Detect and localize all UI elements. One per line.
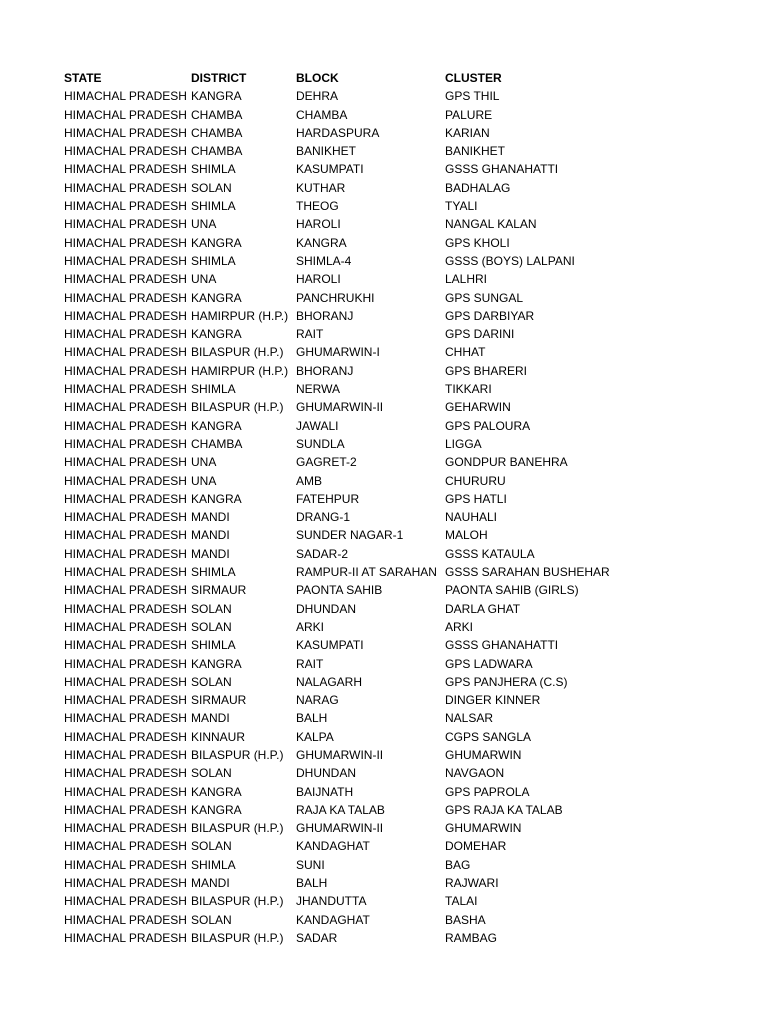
district-cell: SHIMLA [191, 199, 236, 214]
state-cell: HIMACHAL PRADESH [64, 784, 187, 799]
state-cell: HIMACHAL PRADESH [64, 455, 187, 470]
district-cell: SHIMLA [191, 382, 236, 397]
cluster-cell: LALHRI [445, 272, 488, 287]
district-cell: SOLAN [191, 839, 232, 854]
table-row [64, 87, 744, 105]
cluster-cell: TYALI [445, 199, 478, 214]
district-cell: CHAMBA [191, 436, 243, 451]
table-row [64, 856, 744, 874]
district-cell: CHAMBA [191, 144, 243, 159]
cluster-cell: GPS PAPROLA [445, 784, 530, 799]
cluster-cell: PALURE [445, 107, 493, 122]
state-cell: HIMACHAL PRADESH [64, 766, 187, 781]
district-cell: HAMIRPUR (H.P.) [191, 363, 289, 378]
block-cell: RAMPUR-II AT SARAHAN [296, 565, 437, 580]
state-cell: HIMACHAL PRADESH [64, 253, 187, 268]
block-cell: DRANG-1 [296, 510, 351, 525]
cluster-cell: GSSS SARAHAN BUSHEHAR [445, 565, 610, 580]
block-cell: GHUMARWIN-II [296, 400, 384, 415]
block-cell: PAONTA SAHIB [296, 583, 383, 598]
table-row [64, 252, 744, 270]
block-cell: BALH [296, 711, 328, 726]
district-cell: BILASPUR (H.P.) [191, 400, 284, 415]
table-row [64, 819, 744, 837]
state-cell: HIMACHAL PRADESH [64, 125, 187, 140]
state-cell: HIMACHAL PRADESH [64, 327, 187, 342]
block-cell: BANIKHET [296, 144, 357, 159]
table-row [64, 783, 744, 801]
state-cell: HIMACHAL PRADESH [64, 510, 187, 525]
table-row [64, 472, 744, 490]
state-cell: HIMACHAL PRADESH [64, 894, 187, 909]
district-cell: BILASPUR (H.P.) [191, 930, 284, 945]
block-cell: KALPA [296, 729, 334, 744]
table-row [64, 545, 744, 563]
header-state: STATE [64, 71, 102, 85]
block-cell: RAIT [296, 327, 324, 342]
cluster-cell: MALOH [445, 528, 488, 543]
cluster-cell: GPS RAJA KA TALAB [445, 802, 563, 817]
cluster-cell: GPS PANJHERA (C.S) [445, 674, 568, 689]
table-row [64, 892, 744, 910]
district-cell: KANGRA [191, 491, 242, 506]
table-row [64, 106, 744, 124]
cluster-cell: GSSS GHANAHATTI [445, 162, 559, 177]
state-cell: HIMACHAL PRADESH [64, 272, 187, 287]
district-cell: SOLAN [191, 601, 232, 616]
cluster-cell: CGPS SANGLA [445, 729, 532, 744]
cluster-cell: DOMEHAR [445, 839, 507, 854]
block-cell: DHUNDAN [296, 601, 356, 616]
state-cell: HIMACHAL PRADESH [64, 89, 187, 104]
table-row [64, 197, 744, 215]
block-cell: SUNI [296, 857, 325, 872]
block-cell: GAGRET-2 [296, 455, 357, 470]
cluster-cell: GPS THIL [445, 89, 500, 104]
state-cell: HIMACHAL PRADESH [64, 674, 187, 689]
state-cell: HIMACHAL PRADESH [64, 546, 187, 561]
district-cell: KANGRA [191, 802, 242, 817]
cluster-cell: GSSS GHANAHATTI [445, 638, 559, 653]
table-row [64, 911, 744, 929]
district-cell: CHAMBA [191, 125, 243, 140]
cluster-cell: TALAI [445, 894, 478, 909]
state-cell: HIMACHAL PRADESH [64, 418, 187, 433]
cluster-cell: LIGGA [445, 436, 482, 451]
district-cell: MANDI [191, 546, 230, 561]
block-cell: SUNDER NAGAR-1 [296, 528, 404, 543]
header-cluster: CLUSTER [445, 71, 502, 85]
table-row [64, 746, 744, 764]
cluster-cell: GPS LADWARA [445, 656, 533, 671]
district-cell: MANDI [191, 528, 230, 543]
state-cell: HIMACHAL PRADESH [64, 802, 187, 817]
cluster-cell: BAG [445, 857, 471, 872]
block-cell: BHORANJ [296, 363, 354, 378]
district-cell: CHAMBA [191, 107, 243, 122]
state-cell: HIMACHAL PRADESH [64, 711, 187, 726]
state-cell: HIMACHAL PRADESH [64, 217, 187, 232]
block-cell: BAIJNATH [296, 784, 354, 799]
table-row [64, 179, 744, 197]
cluster-cell: BADHALAG [445, 180, 511, 195]
table-header-row [64, 69, 744, 87]
cluster-cell: BASHA [445, 912, 486, 927]
district-cell: SHIMLA [191, 253, 236, 268]
block-cell: KASUMPATI [296, 638, 364, 653]
state-cell: HIMACHAL PRADESH [64, 199, 187, 214]
state-cell: HIMACHAL PRADESH [64, 382, 187, 397]
table-row [64, 709, 744, 727]
cluster-cell: DINGER KINNER [445, 693, 541, 708]
cluster-cell: BANIKHET [445, 144, 506, 159]
block-cell: DEHRA [296, 89, 339, 104]
block-cell: KANDAGHAT [296, 912, 370, 927]
table-row [64, 691, 744, 709]
state-cell: HIMACHAL PRADESH [64, 528, 187, 543]
table-row [64, 764, 744, 782]
district-cell: KANGRA [191, 784, 242, 799]
table-row [64, 600, 744, 618]
block-cell: RAJA KA TALAB [296, 802, 385, 817]
cluster-cell: CHURURU [445, 473, 506, 488]
table-row [64, 563, 744, 581]
district-cell: BILASPUR (H.P.) [191, 747, 284, 762]
district-cell: SOLAN [191, 912, 232, 927]
block-cell: KANGRA [296, 235, 347, 250]
cluster-cell: NANGAL KALAN [445, 217, 537, 232]
cluster-cell: NAUHALI [445, 510, 498, 525]
state-cell: HIMACHAL PRADESH [64, 839, 187, 854]
table-row [64, 728, 744, 746]
state-cell: HIMACHAL PRADESH [64, 107, 187, 122]
state-cell: HIMACHAL PRADESH [64, 400, 187, 415]
table-body [64, 87, 744, 947]
table-row [64, 398, 744, 416]
table-row [64, 270, 744, 288]
cluster-cell: NAVGAON [445, 766, 505, 781]
district-cell: MANDI [191, 711, 230, 726]
district-cell: SOLAN [191, 180, 232, 195]
state-cell: HIMACHAL PRADESH [64, 693, 187, 708]
state-cell: HIMACHAL PRADESH [64, 930, 187, 945]
table-row [64, 508, 744, 526]
table-row [64, 453, 744, 471]
block-cell: HARDASPURA [296, 125, 380, 140]
state-cell: HIMACHAL PRADESH [64, 747, 187, 762]
cluster-cell: RAMBAG [445, 930, 498, 945]
block-cell: BHORANJ [296, 308, 354, 323]
table-row [64, 325, 744, 343]
state-cell: HIMACHAL PRADESH [64, 290, 187, 305]
state-cell: HIMACHAL PRADESH [64, 473, 187, 488]
table-row [64, 490, 744, 508]
table-row [64, 343, 744, 361]
cluster-cell: KARIAN [445, 125, 490, 140]
district-cell: MANDI [191, 876, 230, 891]
state-cell: HIMACHAL PRADESH [64, 821, 187, 836]
cluster-cell: GPS DARINI [445, 327, 515, 342]
cluster-cell: DARLA GHAT [445, 601, 521, 616]
table-row [64, 526, 744, 544]
state-cell: HIMACHAL PRADESH [64, 491, 187, 506]
district-cell: SHIMLA [191, 162, 236, 177]
district-cell: UNA [191, 455, 217, 470]
block-cell: PANCHRUKHI [296, 290, 375, 305]
table-row [64, 636, 744, 654]
table-row [64, 160, 744, 178]
block-cell: HAROLI [296, 217, 341, 232]
district-cell: BILASPUR (H.P.) [191, 821, 284, 836]
state-cell: HIMACHAL PRADESH [64, 180, 187, 195]
block-cell: JHANDUTTA [296, 894, 367, 909]
cluster-cell: GEHARWIN [445, 400, 511, 415]
cluster-cell: GPS BHARERI [445, 363, 528, 378]
table-row [64, 673, 744, 691]
cluster-cell: GSSS KATAULA [445, 546, 535, 561]
cluster-cell: PAONTA SAHIB (GIRLS) [445, 583, 579, 598]
district-cell: KANGRA [191, 290, 242, 305]
block-cell: CHAMBA [296, 107, 348, 122]
district-cell: SHIMLA [191, 857, 236, 872]
block-cell: DHUNDAN [296, 766, 356, 781]
block-cell: SADAR-2 [296, 546, 349, 561]
table-row [64, 307, 744, 325]
table-row [64, 215, 744, 233]
district-cell: HAMIRPUR (H.P.) [191, 308, 289, 323]
block-cell: KANDAGHAT [296, 839, 370, 854]
cluster-cell: GPS PALOURA [445, 418, 531, 433]
table-row [64, 289, 744, 307]
cluster-cell: GONDPUR BANEHRA [445, 455, 568, 470]
district-cell: KINNAUR [191, 729, 246, 744]
table-row [64, 837, 744, 855]
header-district: DISTRICT [191, 71, 247, 85]
block-cell: THEOG [296, 199, 339, 214]
cluster-cell: CHHAT [445, 345, 486, 360]
district-cell: BILASPUR (H.P.) [191, 345, 284, 360]
block-cell: KUTHAR [296, 180, 346, 195]
district-cell: MANDI [191, 510, 230, 525]
cluster-cell: RAJWARI [445, 876, 499, 891]
state-cell: HIMACHAL PRADESH [64, 912, 187, 927]
district-cell: UNA [191, 272, 217, 287]
state-cell: HIMACHAL PRADESH [64, 729, 187, 744]
cluster-cell: GPS HATLI [445, 491, 507, 506]
state-cell: HIMACHAL PRADESH [64, 638, 187, 653]
table-row [64, 655, 744, 673]
block-cell: RAIT [296, 656, 324, 671]
state-cell: HIMACHAL PRADESH [64, 565, 187, 580]
cluster-cell: TIKKARI [445, 382, 492, 397]
district-cell: SOLAN [191, 674, 232, 689]
data-table [64, 69, 744, 947]
district-cell: SIRMAUR [191, 693, 247, 708]
district-cell: KANGRA [191, 418, 242, 433]
state-cell: HIMACHAL PRADESH [64, 162, 187, 177]
table-row [64, 124, 744, 142]
table-row [64, 417, 744, 435]
cluster-cell: ARKI [445, 619, 474, 634]
cluster-cell: GHUMARWIN [445, 821, 522, 836]
block-cell: NARAG [296, 693, 339, 708]
district-cell: UNA [191, 217, 217, 232]
state-cell: HIMACHAL PRADESH [64, 144, 187, 159]
state-cell: HIMACHAL PRADESH [64, 235, 187, 250]
state-cell: HIMACHAL PRADESH [64, 857, 187, 872]
cluster-cell: GHUMARWIN [445, 747, 522, 762]
table-row [64, 435, 744, 453]
state-cell: HIMACHAL PRADESH [64, 601, 187, 616]
table-row [64, 581, 744, 599]
cluster-cell: GSSS (BOYS) LALPANI [445, 253, 575, 268]
header-block: BLOCK [296, 71, 339, 85]
table-row [64, 362, 744, 380]
block-cell: FATEHPUR [296, 491, 360, 506]
table-row [64, 618, 744, 636]
district-cell: UNA [191, 473, 217, 488]
block-cell: KASUMPATI [296, 162, 364, 177]
table-row [64, 142, 744, 160]
block-cell: NERWA [296, 382, 341, 397]
table-row [64, 874, 744, 892]
table-row [64, 234, 744, 252]
cluster-cell: GPS DARBIYAR [445, 308, 535, 323]
table-row [64, 801, 744, 819]
district-cell: KANGRA [191, 327, 242, 342]
block-cell: BALH [296, 876, 328, 891]
block-cell: NALAGARH [296, 674, 363, 689]
district-cell: SHIMLA [191, 565, 236, 580]
state-cell: HIMACHAL PRADESH [64, 363, 187, 378]
block-cell: JAWALI [296, 418, 339, 433]
block-cell: AMB [296, 473, 323, 488]
block-cell: GHUMARWIN-I [296, 345, 380, 360]
block-cell: GHUMARWIN-II [296, 821, 384, 836]
district-cell: SOLAN [191, 619, 232, 634]
state-cell: HIMACHAL PRADESH [64, 876, 187, 891]
state-cell: HIMACHAL PRADESH [64, 656, 187, 671]
block-cell: SADAR [296, 930, 338, 945]
state-cell: HIMACHAL PRADESH [64, 308, 187, 323]
state-cell: HIMACHAL PRADESH [64, 436, 187, 451]
table-row [64, 380, 744, 398]
cluster-cell: GPS KHOLI [445, 235, 510, 250]
block-cell: HAROLI [296, 272, 341, 287]
block-cell: SHIMLA-4 [296, 253, 352, 268]
state-cell: HIMACHAL PRADESH [64, 345, 187, 360]
district-cell: KANGRA [191, 235, 242, 250]
district-cell: SHIMLA [191, 638, 236, 653]
state-cell: HIMACHAL PRADESH [64, 619, 187, 634]
table-row [64, 929, 744, 947]
block-cell: GHUMARWIN-II [296, 747, 384, 762]
district-cell: SIRMAUR [191, 583, 247, 598]
district-cell: SOLAN [191, 766, 232, 781]
block-cell: ARKI [296, 619, 325, 634]
state-cell: HIMACHAL PRADESH [64, 583, 187, 598]
district-cell: BILASPUR (H.P.) [191, 894, 284, 909]
district-cell: KANGRA [191, 89, 242, 104]
cluster-cell: NALSAR [445, 711, 494, 726]
block-cell: SUNDLA [296, 436, 345, 451]
cluster-cell: GPS SUNGAL [445, 290, 524, 305]
district-cell: KANGRA [191, 656, 242, 671]
